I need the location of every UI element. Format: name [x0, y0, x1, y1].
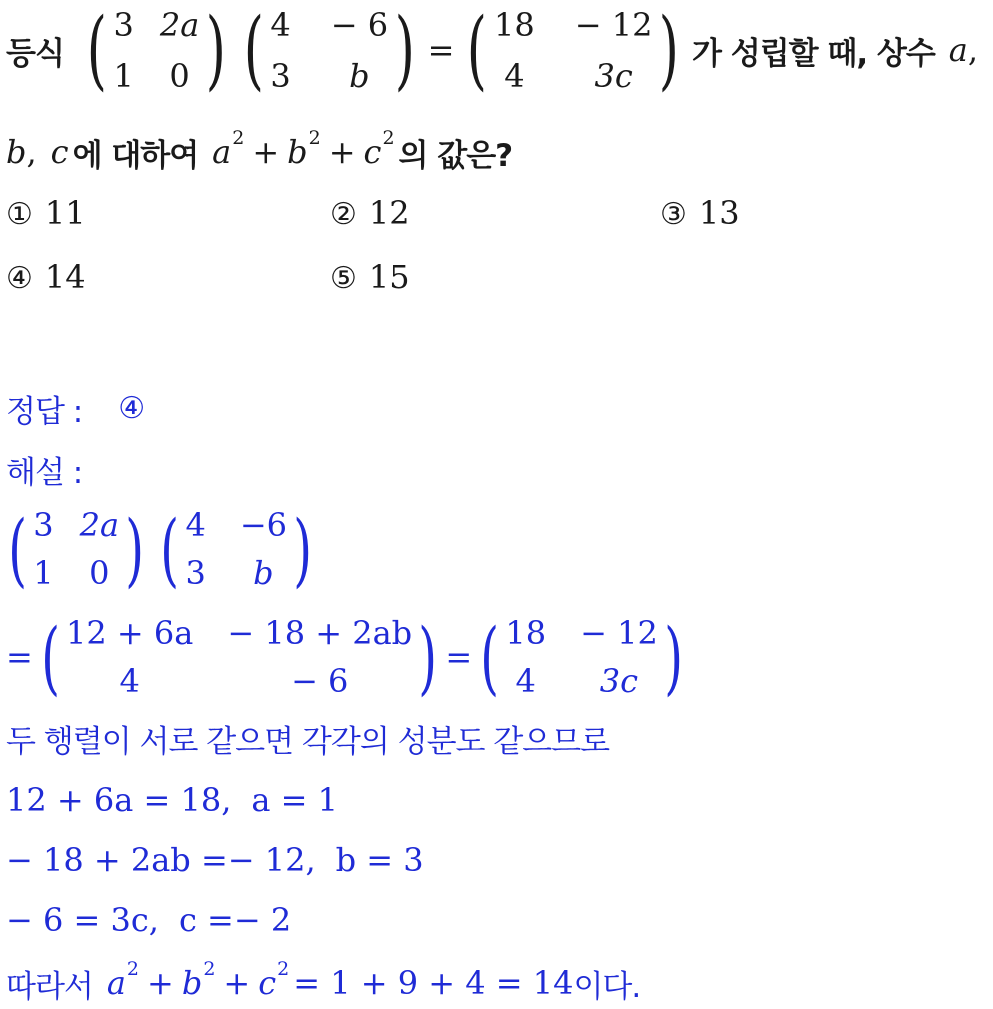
question-text-after: 가 성립할 때, 상수 [692, 35, 935, 72]
matrix-c-cell: − 12 [574, 5, 653, 44]
equation-3: − 6 = 3c, [6, 901, 159, 939]
question-line-1 [6, 2, 978, 98]
exponent: 2 [126, 958, 140, 980]
matrix-cell: 2a [79, 506, 120, 545]
matrix-cell: 3 [185, 553, 206, 592]
exponent: 2 [232, 127, 245, 149]
comma: , [26, 133, 37, 171]
equals-sign: = [445, 638, 473, 676]
choice-1[interactable] [6, 194, 86, 232]
equation-2-line [6, 836, 424, 884]
choice-mark: ③ [660, 197, 687, 232]
solution-label-line [6, 447, 82, 491]
final-prefix: 따라서 [6, 968, 93, 1005]
answer-choices [6, 194, 986, 304]
matrix-a-cell: 3 [113, 5, 134, 44]
matrix-b-cell: 4 [270, 5, 291, 44]
solution-sentence-line [6, 714, 609, 762]
matrix-b-cell: − 6 [330, 5, 389, 44]
solution-matrix-line [6, 504, 320, 594]
result-matrix: ( 18 − 12 4 3c ) [480, 610, 683, 704]
choice-value: 11 [44, 194, 86, 232]
matrix-b-cell: 3 [270, 56, 291, 95]
expr-b: b [287, 133, 308, 171]
choice-5[interactable] [330, 258, 410, 296]
equation-3-solution: c =− 2 [178, 901, 292, 939]
choice-value: 13 [698, 194, 740, 232]
answer-value: ④ [118, 390, 146, 426]
exponent: 2 [308, 127, 321, 149]
choice-4[interactable] [6, 258, 86, 296]
exponent: 2 [382, 127, 395, 149]
question-line-2 [6, 126, 512, 178]
equals-sign: = [427, 31, 455, 69]
solution-product-line [6, 612, 691, 702]
plus-sign: + [328, 133, 356, 171]
matrix-c-cell: 3c [594, 56, 633, 95]
matrix-cell: 4 [185, 506, 206, 545]
equation-1-line [6, 776, 338, 824]
final-b: b [181, 964, 203, 1002]
question-end-text: 의 값은? [398, 137, 513, 174]
choice-mark: ① [6, 197, 33, 232]
choice-mark: ② [330, 197, 357, 232]
matrix-cell: 18 [505, 614, 547, 653]
matrix-a-cell: 1 [113, 56, 134, 95]
plus-sign: + [252, 133, 280, 171]
equation-1-solution: a = 1 [251, 781, 338, 819]
choice-value: 15 [368, 258, 410, 296]
matrix-cell: − 6 [291, 661, 349, 700]
matrix-cell: 4 [119, 661, 140, 700]
choice-value: 12 [368, 194, 410, 232]
matrix-b-cell: b [349, 56, 370, 95]
final-c: c [258, 964, 277, 1002]
choice-value: 14 [44, 258, 86, 296]
matrix-cell: − 12 [580, 614, 658, 653]
matrix-a: ( 3 2a 1 0 ) [86, 0, 227, 100]
matrix-cell: 3 [33, 506, 54, 545]
matrix-cell: 3c [599, 661, 639, 700]
plus-sign: + [223, 964, 251, 1002]
solution-label: 해설 : [6, 454, 83, 491]
var-b: b [6, 133, 27, 171]
equation-2: − 18 + 2ab =− 12, [6, 841, 316, 879]
comma: , [967, 31, 979, 69]
question-prefix: 등식 [6, 35, 64, 72]
final-line [6, 958, 640, 1008]
matrix-cell: −6 [239, 506, 287, 545]
matrix-cell: 4 [515, 661, 536, 700]
equation-3-line [6, 896, 291, 944]
question-mid-text: 에 대하여 [72, 137, 199, 174]
matrix-cell: − 18 + 2ab [227, 614, 413, 653]
matrix-cell: b [253, 553, 274, 592]
matrix-a-cell: 2a [159, 5, 200, 44]
solution-matrix-b: ( 4 −6 3 b ) [160, 502, 312, 596]
choice-mark: ④ [6, 261, 33, 296]
exponent: 2 [203, 958, 216, 980]
var-c: c [50, 133, 69, 171]
final-rest: = 1 + 9 + 4 = 14 [293, 964, 574, 1002]
answer-label: 정답 : [6, 393, 83, 430]
matrix-cell: 12 + 6a [66, 614, 194, 653]
exponent: 2 [277, 958, 290, 980]
matrix-c: ( 18 − 12 4 3c ) [467, 0, 680, 100]
product-matrix: ( 12 + 6a − 18 + 2ab 4 − 6 ) [41, 610, 438, 704]
matrix-a-cell: 0 [169, 56, 190, 95]
matrix-cell: 1 [33, 553, 54, 592]
solution-sentence: 두 행렬이 서로 같으면 각각의 성분도 같으므로 [6, 723, 610, 760]
answer-line [6, 386, 145, 430]
expr-a: a [212, 133, 232, 171]
expr-c: c [363, 133, 382, 171]
solution-matrix-a: ( 3 2a 1 0 ) [8, 502, 144, 596]
final-suffix: 이다. [573, 968, 641, 1005]
matrix-cell: 0 [89, 553, 110, 592]
equation-1: 12 + 6a = 18, [6, 781, 232, 819]
choice-mark: ⑤ [330, 261, 357, 296]
matrix-c-cell: 4 [504, 56, 525, 95]
plus-sign: + [147, 964, 174, 1002]
equation-2-solution: b = 3 [335, 841, 424, 879]
matrix-b: ( 4 − 6 3 b ) [243, 0, 415, 100]
equals-sign: = [6, 638, 33, 676]
choice-2[interactable] [330, 194, 410, 232]
choice-3[interactable] [660, 194, 740, 232]
final-a: a [106, 964, 126, 1002]
var-a: a [948, 31, 968, 69]
matrix-c-cell: 18 [494, 5, 535, 44]
